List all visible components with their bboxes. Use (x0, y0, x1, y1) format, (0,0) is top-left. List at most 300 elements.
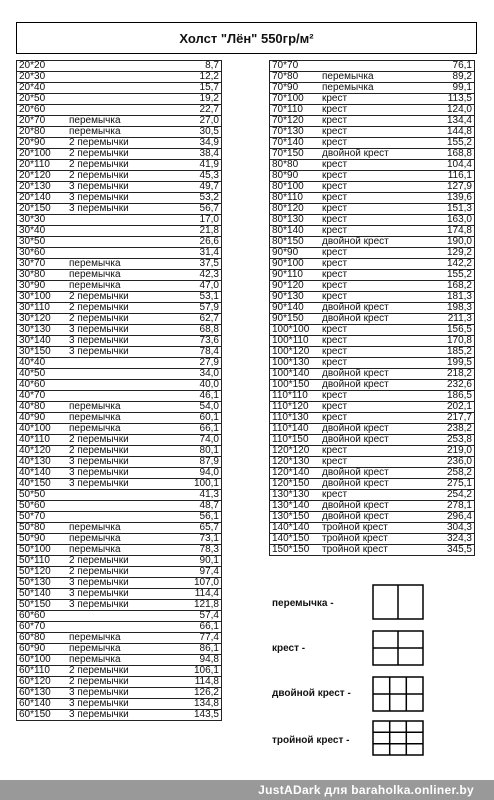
table-row (270, 534, 475, 545)
table-row (270, 149, 475, 160)
type-cell: перемычка (67, 413, 172, 424)
type-cell: перемычка (67, 270, 172, 281)
size-cell: 100*130 (270, 358, 321, 369)
price-cell: 181,3 (425, 292, 475, 303)
type-cell: крест (320, 281, 425, 292)
price-cell: 62,7 (172, 314, 222, 325)
size-cell: 50*110 (17, 556, 68, 567)
size-cell: 80*150 (270, 237, 321, 248)
table-row (17, 127, 222, 138)
size-cell: 30*100 (17, 292, 68, 303)
size-cell: 50*130 (17, 578, 68, 589)
size-cell: 110*140 (270, 424, 321, 435)
type-cell: крест (320, 105, 425, 116)
size-cell: 40*100 (17, 424, 68, 435)
table-row (270, 413, 475, 424)
size-cell: 100*120 (270, 347, 321, 358)
table-row (270, 490, 475, 501)
type-cell: перемычка (67, 281, 172, 292)
type-cell: крест (320, 138, 425, 149)
type-cell: крест (320, 446, 425, 457)
type-cell: крест (320, 457, 425, 468)
type-cell: перемычка (67, 402, 172, 413)
table-row (17, 215, 222, 226)
type-cell: крест (320, 413, 425, 424)
table-row (270, 116, 475, 127)
table-row (270, 314, 475, 325)
table-row (17, 226, 222, 237)
type-cell (67, 94, 172, 105)
price-cell: 37,5 (172, 259, 222, 270)
price-cell: 100,1 (172, 479, 222, 490)
size-cell: 30*150 (17, 347, 68, 358)
type-cell: двойной крест (320, 314, 425, 325)
size-cell: 20*110 (17, 160, 68, 171)
table-row (270, 391, 475, 402)
table-row (270, 468, 475, 479)
size-cell: 60*90 (17, 644, 68, 655)
type-cell: 2 перемычки (67, 567, 172, 578)
type-cell (67, 248, 172, 259)
type-cell: крест (320, 325, 425, 336)
table-row (270, 215, 475, 226)
price-cell: 202,1 (425, 402, 475, 413)
type-cell (67, 369, 172, 380)
price-cell: 66,1 (172, 424, 222, 435)
type-cell: перемычка (67, 259, 172, 270)
table-row (270, 523, 475, 534)
price-cell: 126,2 (172, 688, 222, 699)
size-cell: 70*80 (270, 72, 321, 83)
size-cell: 20*30 (17, 72, 68, 83)
table-row (17, 578, 222, 589)
size-cell: 130*130 (270, 490, 321, 501)
price-cell: 94,8 (172, 655, 222, 666)
size-cell: 50*150 (17, 600, 68, 611)
type-cell: 3 перемычки (67, 204, 172, 215)
size-cell: 20*80 (17, 127, 68, 138)
price-cell: 163,0 (425, 215, 475, 226)
size-cell: 60*80 (17, 633, 68, 644)
size-cell: 110*150 (270, 435, 321, 446)
type-cell: двойной крест (320, 512, 425, 523)
price-cell: 127,9 (425, 182, 475, 193)
size-cell: 90*130 (270, 292, 321, 303)
table-row (17, 446, 222, 457)
type-cell: тройной крест (320, 523, 425, 534)
size-cell: 120*120 (270, 446, 321, 457)
price-cell: 124,0 (425, 105, 475, 116)
peremychka-icon (372, 584, 424, 620)
price-cell: 60,1 (172, 413, 222, 424)
size-cell: 50*140 (17, 589, 68, 600)
type-cell: крест (320, 171, 425, 182)
price-cell: 218,2 (425, 369, 475, 380)
type-cell: двойной крест (320, 237, 425, 248)
table-row (270, 292, 475, 303)
type-cell: крест (320, 94, 425, 105)
price-cell: 113,5 (425, 94, 475, 105)
price-cell: 56,1 (172, 512, 222, 523)
table-row (17, 688, 222, 699)
type-cell: 2 перемычки (67, 435, 172, 446)
size-cell: 80*130 (270, 215, 321, 226)
table-row (270, 358, 475, 369)
type-cell: крест (320, 358, 425, 369)
price-cell: 185,2 (425, 347, 475, 358)
type-cell: 3 перемычки (67, 710, 172, 721)
price-cell: 114,8 (172, 677, 222, 688)
type-cell: крест (320, 347, 425, 358)
table-row (270, 512, 475, 523)
size-cell: 120*150 (270, 479, 321, 490)
watermark: JustADark для baraholka.onliner.by (0, 780, 494, 800)
price-cell: 94,0 (172, 468, 222, 479)
price-cell: 211,3 (425, 314, 475, 325)
size-cell: 60*110 (17, 666, 68, 677)
price-cell: 76,1 (425, 61, 475, 72)
table-row (270, 83, 475, 94)
type-cell: двойной крест (320, 468, 425, 479)
size-cell: 30*120 (17, 314, 68, 325)
table-row (17, 259, 222, 270)
table-row (17, 270, 222, 281)
dvoinoi-krest-icon (372, 676, 424, 712)
size-cell: 90*100 (270, 259, 321, 270)
type-cell: крест (320, 336, 425, 347)
price-cell: 74,0 (172, 435, 222, 446)
type-cell: 2 перемычки (67, 446, 172, 457)
type-cell: перемычка (67, 545, 172, 556)
type-cell: 3 перемычки (67, 325, 172, 336)
type-cell: крест (320, 193, 425, 204)
table-row (17, 292, 222, 303)
table-row (17, 710, 222, 721)
type-cell: 3 перемычки (67, 182, 172, 193)
price-cell: 53,2 (172, 193, 222, 204)
price-cell: 57,4 (172, 611, 222, 622)
size-cell: 60*60 (17, 611, 68, 622)
price-cell: 278,1 (425, 501, 475, 512)
size-cell: 30*30 (17, 215, 68, 226)
type-cell: 3 перемычки (67, 336, 172, 347)
table-row (17, 336, 222, 347)
type-cell: 3 перемычки (67, 193, 172, 204)
table-row (270, 259, 475, 270)
type-cell: крест (320, 116, 425, 127)
price-cell: 155,2 (425, 270, 475, 281)
price-cell: 258,2 (425, 468, 475, 479)
price-cell: 232,6 (425, 380, 475, 391)
price-cell: 78,4 (172, 347, 222, 358)
table-row (17, 644, 222, 655)
size-cell: 20*60 (17, 105, 68, 116)
price-cell: 217,7 (425, 413, 475, 424)
size-cell: 50*100 (17, 545, 68, 556)
type-cell: перемычка (320, 83, 425, 94)
type-cell (67, 622, 172, 633)
table-row (17, 512, 222, 523)
size-cell: 60*140 (17, 699, 68, 710)
table-row (17, 171, 222, 182)
troinoi-krest-icon (372, 720, 424, 756)
type-cell (67, 512, 172, 523)
type-cell: двойной крест (320, 380, 425, 391)
price-cell: 144,8 (425, 127, 475, 138)
type-cell (67, 611, 172, 622)
size-cell: 20*50 (17, 94, 68, 105)
table-row (17, 633, 222, 644)
price-cell: 107,0 (172, 578, 222, 589)
type-cell: 3 перемычки (67, 457, 172, 468)
size-cell: 100*150 (270, 380, 321, 391)
type-cell: 2 перемычки (67, 138, 172, 149)
price-cell: 31,4 (172, 248, 222, 259)
table-row (17, 281, 222, 292)
price-cell: 86,1 (172, 644, 222, 655)
price-cell: 121,8 (172, 600, 222, 611)
price-cell: 324,3 (425, 534, 475, 545)
size-cell: 120*130 (270, 457, 321, 468)
price-cell: 21,8 (172, 226, 222, 237)
price-cell: 142,2 (425, 259, 475, 270)
size-cell: 70*120 (270, 116, 321, 127)
table-row (17, 501, 222, 512)
size-cell: 30*40 (17, 226, 68, 237)
size-cell: 40*60 (17, 380, 68, 391)
table-row (17, 369, 222, 380)
size-cell: 130*140 (270, 501, 321, 512)
size-cell: 90*120 (270, 281, 321, 292)
price-cell: 40,0 (172, 380, 222, 391)
type-cell: 3 перемычки (67, 688, 172, 699)
price-cell: 190,0 (425, 237, 475, 248)
type-cell: крест (320, 204, 425, 215)
table-row (17, 622, 222, 633)
size-cell: 110*130 (270, 413, 321, 424)
type-cell: 2 перемычки (67, 677, 172, 688)
type-cell: 3 перемычки (67, 699, 172, 710)
size-cell: 40*80 (17, 402, 68, 413)
table-row (270, 479, 475, 490)
type-cell (67, 83, 172, 94)
table-row (17, 556, 222, 567)
legend-label-dvoinoi-krest: двойной крест - (272, 688, 351, 699)
size-cell: 140*150 (270, 534, 321, 545)
table-row (17, 589, 222, 600)
price-cell: 238,2 (425, 424, 475, 435)
table-row (270, 347, 475, 358)
size-cell: 30*70 (17, 259, 68, 270)
table-row (17, 413, 222, 424)
price-cell: 8,7 (172, 61, 222, 72)
type-cell (67, 226, 172, 237)
price-cell: 54,0 (172, 402, 222, 413)
table-row (17, 534, 222, 545)
table-row (17, 611, 222, 622)
size-cell: 70*100 (270, 94, 321, 105)
price-cell: 56,7 (172, 204, 222, 215)
size-cell: 40*90 (17, 413, 68, 424)
type-cell: тройной крест (320, 534, 425, 545)
type-cell: перемычка (67, 655, 172, 666)
table-row (17, 248, 222, 259)
type-cell (67, 237, 172, 248)
table-row (270, 226, 475, 237)
type-cell: 2 перемычки (67, 292, 172, 303)
table-row (270, 446, 475, 457)
price-cell: 104,4 (425, 160, 475, 171)
table-row (270, 193, 475, 204)
size-cell: 30*50 (17, 237, 68, 248)
price-cell: 219,0 (425, 446, 475, 457)
legend-label-peremychka: перемычка - (272, 598, 334, 609)
size-cell: 40*40 (17, 358, 68, 369)
table-row (17, 567, 222, 578)
price-cell: 34,9 (172, 138, 222, 149)
size-cell: 30*130 (17, 325, 68, 336)
price-cell: 106,1 (172, 666, 222, 677)
type-cell: перемычка (67, 644, 172, 655)
size-cell: 50*50 (17, 490, 68, 501)
table-row (17, 402, 222, 413)
type-cell: 2 перемычки (67, 160, 172, 171)
price-cell: 66,1 (172, 622, 222, 633)
type-cell: двойной крест (320, 479, 425, 490)
price-cell: 17,0 (172, 215, 222, 226)
size-cell: 60*130 (17, 688, 68, 699)
table-row (270, 237, 475, 248)
type-cell: перемычка (67, 127, 172, 138)
type-cell: перемычка (67, 534, 172, 545)
size-cell: 60*120 (17, 677, 68, 688)
table-row (17, 457, 222, 468)
table-row (17, 666, 222, 677)
size-cell: 50*120 (17, 567, 68, 578)
size-cell: 80*80 (270, 160, 321, 171)
table-row (17, 699, 222, 710)
table-row (270, 72, 475, 83)
size-cell: 110*120 (270, 402, 321, 413)
type-cell (67, 501, 172, 512)
type-cell: двойной крест (320, 435, 425, 446)
price-cell: 73,1 (172, 534, 222, 545)
size-cell: 20*90 (17, 138, 68, 149)
type-cell: 3 перемычки (67, 347, 172, 358)
type-cell: 2 перемычки (67, 314, 172, 325)
size-cell: 50*70 (17, 512, 68, 523)
table-row (17, 391, 222, 402)
size-cell: 20*70 (17, 116, 68, 127)
type-cell: двойной крест (320, 149, 425, 160)
size-cell: 120*140 (270, 468, 321, 479)
table-row (270, 424, 475, 435)
table-row (270, 369, 475, 380)
price-cell: 12,2 (172, 72, 222, 83)
type-cell: 2 перемычки (67, 666, 172, 677)
price-cell: 49,7 (172, 182, 222, 193)
size-cell: 70*70 (270, 61, 321, 72)
size-cell: 90*110 (270, 270, 321, 281)
table-row (270, 248, 475, 259)
size-cell: 30*90 (17, 281, 68, 292)
table-row (17, 149, 222, 160)
table-row (270, 281, 475, 292)
size-cell: 90*140 (270, 303, 321, 314)
price-cell: 168,8 (425, 149, 475, 160)
table-row (270, 402, 475, 413)
type-cell: 3 перемычки (67, 589, 172, 600)
type-cell: крест (320, 292, 425, 303)
table-row (270, 501, 475, 512)
price-cell: 42,3 (172, 270, 222, 281)
table-row (270, 380, 475, 391)
type-cell: перемычка (67, 424, 172, 435)
price-cell: 275,1 (425, 479, 475, 490)
type-cell: 3 перемычки (67, 479, 172, 490)
type-cell: 2 перемычки (67, 303, 172, 314)
type-cell: крест (320, 248, 425, 259)
price-table-right (269, 60, 475, 556)
type-cell: крест (320, 160, 425, 171)
table-row (270, 94, 475, 105)
size-cell: 60*150 (17, 710, 68, 721)
price-cell: 114,4 (172, 589, 222, 600)
price-cell: 90,1 (172, 556, 222, 567)
table-row (17, 600, 222, 611)
table-row (17, 303, 222, 314)
table-row (17, 424, 222, 435)
type-cell: двойной крест (320, 369, 425, 380)
table-row (17, 347, 222, 358)
size-cell: 150*150 (270, 545, 321, 556)
type-cell: крест (320, 182, 425, 193)
type-cell: 2 перемычки (67, 556, 172, 567)
price-cell: 45,3 (172, 171, 222, 182)
table-row (17, 490, 222, 501)
price-cell: 89,2 (425, 72, 475, 83)
type-cell: 2 перемычки (67, 171, 172, 182)
price-cell: 80,1 (172, 446, 222, 457)
table-row (17, 94, 222, 105)
type-cell: перемычка (320, 72, 425, 83)
size-cell: 70*110 (270, 105, 321, 116)
table-row (270, 457, 475, 468)
price-cell: 139,6 (425, 193, 475, 204)
size-cell: 20*130 (17, 182, 68, 193)
price-cell: 156,5 (425, 325, 475, 336)
type-cell (67, 61, 172, 72)
price-table-left (16, 60, 222, 721)
size-cell: 20*150 (17, 204, 68, 215)
price-cell: 186,5 (425, 391, 475, 402)
price-cell: 345,5 (425, 545, 475, 556)
table-row (17, 523, 222, 534)
type-cell: 2 перемычки (67, 149, 172, 160)
price-cell: 87,9 (172, 457, 222, 468)
size-cell: 20*100 (17, 149, 68, 160)
size-cell: 30*80 (17, 270, 68, 281)
table-row (270, 127, 475, 138)
type-cell (67, 490, 172, 501)
type-cell: тройной крест (320, 545, 425, 556)
table-row (270, 435, 475, 446)
price-cell: 253,8 (425, 435, 475, 446)
table-row (270, 182, 475, 193)
type-cell: перемычка (67, 633, 172, 644)
type-cell: перемычка (67, 116, 172, 127)
table-row (17, 138, 222, 149)
